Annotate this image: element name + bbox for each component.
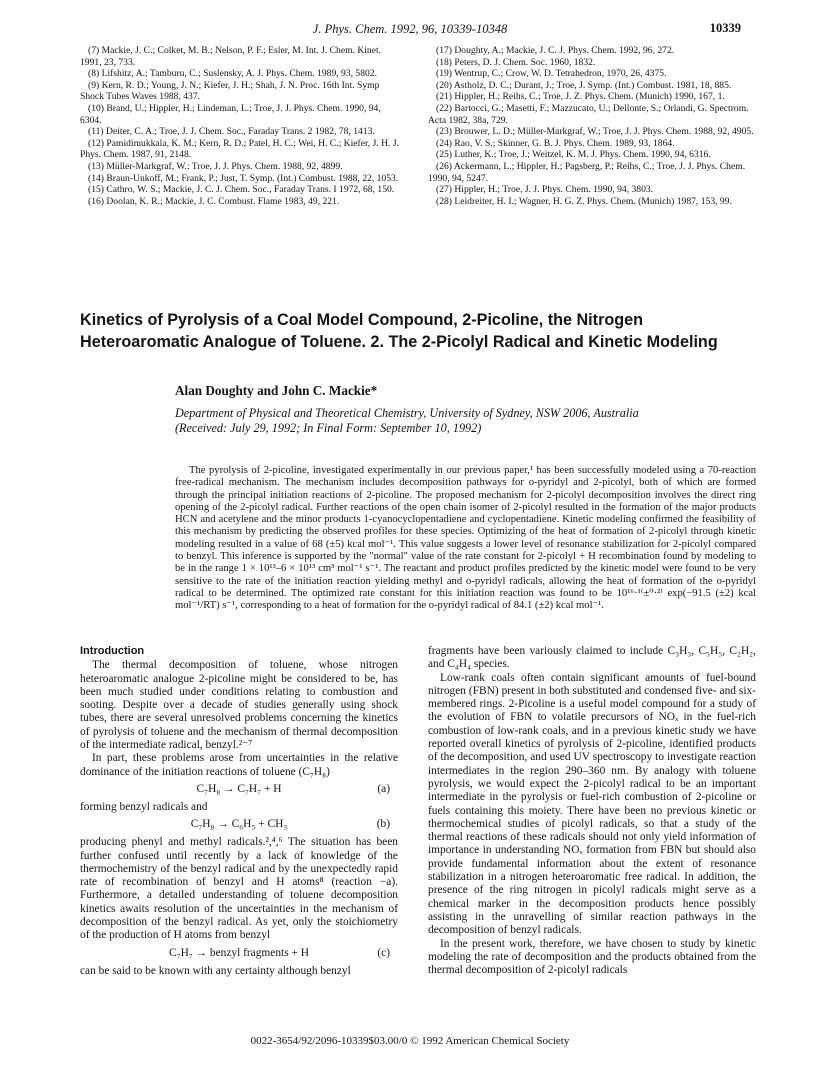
reference-item: (27) Hippler, H.; Troe, J. J. Phys. Chem. 1990, 94, 3803.: [436, 184, 654, 196]
equation-b: [80, 814, 398, 836]
equation-label: (c): [377, 946, 390, 959]
reference-item: (28) Leidreiter, H. I.; Wagner, H. G. Z. Phys. Chem. (Munich) 1987, 153, 99.: [436, 195, 732, 207]
reference-item: (13) Müller-Markgraf, W.; Troe, J. J. Phys. Chem. 1988, 92, 4899.: [88, 160, 343, 172]
author-list: Alan Doughty and John C. Mackie*: [175, 383, 378, 398]
reference-item: (11) Deiter, C. A.; Troe, J. J. Chem. Soc., Faraday Trans. 2 1982, 78, 1413.: [88, 126, 375, 138]
paragraph: fragments have been variously claimed to include C₃H₃, C₅H₅, C₂H₂, and C₄H₄ species.: [428, 645, 756, 671]
equation-label: (a): [377, 782, 390, 795]
reference-item: (10) Brand, U.; Hippler, H.; Lindeman, L.; Troe, J. J. Phys. Chem. 1990, 94, 6304.: [80, 102, 381, 126]
references-right-column: [428, 45, 754, 207]
paragraph: In the present work, therefore, we have chosen to study by kinetic modeling the rate of decomposition and the products obtained from the thermal decomposition of 2-picolyl radicals: [428, 937, 756, 977]
reference-item: (15) Cathro, W. S.; Mackie, J. C. J. Chem. Soc., Faraday Trans. I 1972, 68, 150.: [88, 184, 395, 196]
equation-expression: C₇H₇ → benzyl fragments + H: [169, 946, 309, 959]
equation-label: (b): [376, 818, 390, 831]
equation-a: [80, 779, 398, 801]
reference-item: (16) Doolan, K. R.; Mackie, J. C. Combust. Flame 1983, 49, 221.: [88, 195, 340, 207]
paragraph: Low-rank coals often contain significant amounts of fuel-bound nitrogen (FBN) present in both substituted and condensed five- and six-membered rings. 2-Picoline is a useful model compound for a study of the evolution of FBN to volatile precursors of NOₓ in the fuel-rich combustion of low-rank coals, and in a previous kinetic study we have reported overall kinetics of pyrolysis of 2-picoline, identified products of the decomposition, and used UV spectroscopy to investigate reaction intermediates in the region 290–360 nm. By analogy with toluene pyrolysis, we would expect the 2-picolyl radical to be an important intermediate in the pyrolysis or fuel-rich combustion of 2-picoline or fuels containing this moiety. There have been no previous kinetic or thermochemical studies of picolyl radicals, so that a study of the thermal reactions of these radicals should not only yield information of importance in understanding NOₓ formation from FBN but should also provide fundamental information about the extent of resonance stabilization in a nitrogen heteroaromatic free radical. In addition, the presence of the ring nitrogen in picolyl radicals might serve as a chemical marker in the decomposition products hence possibly assisting in the unravelling of similar reaction pathways in the decomposition of benzyl radicals.: [428, 671, 756, 937]
reference-item: (22) Bartocci, G.; Masetti, F.; Mazzucato, U.; Dellonte, S.; Orlandi, G. Spectrom. Acta 1982, 38a, 729.: [428, 102, 749, 126]
reference-item: (9) Kern, R. D.; Young, J. N.; Kiefer, J. H.; Shah, J. N. Proc. 16th Int. Symp Shock Tubes Waves 1988, 437.: [80, 79, 380, 103]
reference-item: (17) Doughty, A.; Mackie, J. C. J. Phys. Chem. 1992, 96, 272.: [436, 45, 675, 56]
reference-item: (8) Lifshitz, A.; Tamburu, C.; Suslensky, A. J. Phys. Chem. 1989, 93, 5802.: [88, 68, 378, 80]
reference-item: (21) Hippler, H.; Reihs, C.; Troe, J. Z. Phys. Chem. (Munich) 1990, 167, 1.: [436, 91, 725, 103]
affiliation: Department of Physical and Theoretical Chemistry, University of Sydney, NSW 2006, Australia: [175, 406, 639, 420]
body-left-column: [80, 645, 398, 978]
reference-item: (7) Mackie, J. C.; Colket, M. B.; Nelson, P. F.; Esler, M. Int. J. Chem. Kinet. 1991, 23, 733.: [80, 45, 382, 68]
equation-expression: C₇H₈ → C₇H₇ + H: [196, 782, 282, 795]
page-footer: 0022-3654/92/2096-10339$03.00/0 © 1992 American Chemical Society: [250, 1035, 570, 1047]
paragraph: The thermal decomposition of toluene, whose nitrogen heteroaromatic analogue 2-picoline might be considered to be, has been much studied under conditions relating to combustion and sooting. Despite over a decade of studies generally using shock tubes, there are several unresolved problems concerning the kinetics of pyrolysis of toluene and the mechanism of thermal decomposition of the intermediate radical, benzyl.²⁻⁷: [80, 659, 398, 752]
reference-item: (23) Brouwer, L. D.; Müller-Markgraf, W.; Troe, J. J. Phys. Chem. 1988, 92, 4905.: [436, 126, 754, 138]
page-number: 10339: [709, 21, 741, 35]
abstract: The pyrolysis of 2-picoline, investigated experimentally in our previous paper,¹ has been successfully modeled using a 70-reaction free-radical mechanism. The mechanism includes decomposition pathways for o-pyridyl and 2-picolyl, both of which are formed through the principal initiation reactions of 2-picoline. The proposed mechanism for 2-picolyl decomposition involves the direct ring opening of the 2-picolyl radical. Further reactions of the open chain isomer of 2-picolyl resulted in the formation of the major products HCN and acetylene and the minor products 1-cyanocyclopentadiene and cyclopentadiene. Kinetic modeling confirmed the feasibility of this mechanism by predicting the observed profiles for these species. Optimizing of the heat of formation of 2-picolyl through kinetic modeling resulted in a value of 68 (±5) kcal mol⁻¹. This value suggests a lower level of resonance stabilization for 2-picolyl compared to benzyl. This inference is supported by the "normal" value of the rate constant for 2-picolyl + H recombination found by modeling to be in the range 1 × 10¹³–6 × 10¹³ cm³ mol⁻¹ s⁻¹. The reactant and product profiles predicted by the kinetic model were found to be very sensitive to the rate of the initiation reaction yielding methyl and o-pyridyl radicals, allowing the heat of formation of the o-pyridyl radical to be determined. The optimized rate constant for this initiation reaction was found to be 10¹⁶·¹⁽±⁰·²⁾ exp(−91.5 (±2) kcal mol⁻¹/RT) s⁻¹, corresponding to a heat of formation for the o-pyridyl radical of 84.1 (±2) kcal mol⁻¹.: [175, 465, 756, 612]
article-title: Kinetics of Pyrolysis of a Coal Model Compound, 2-Picoline, the Nitrogen Heteroaromatic Analogue of Toluene. 2. The 2-Picolyl Radical and Kinetic Modeling: [80, 311, 718, 351]
references-left-column: [80, 45, 402, 207]
equation-expression: C₇H₈ → C₆H₅ + CH₃: [190, 818, 288, 831]
paragraph: can be said to be known with any certainty although benzyl: [80, 964, 351, 977]
reference-item: (20) Astholz, D. C.; Durant, J.; Troe, J. Symp. (Int.) Combust. 1981, 18, 885.: [436, 79, 732, 91]
reference-item: (19) Wentrup, C.; Crow, W. D. Tetrahedron, 1970, 26, 4375.: [436, 68, 667, 80]
paragraph: producing phenyl and methyl radicals.²,⁴,⁶ The situation has been further confused until recently by a lack of knowledge of the thermochemistry of the benzyl radical and by the unexpectedly rapid rate of recombination of benzyl and H atoms⁸ (reaction −a). Furthermore, a detailed understanding of toluene decomposition kinetics awaits resolution of the uncertainties in the mechanism of decomposition of the benzyl radical. As yet, only the stoichiometry of the production of H atoms from benzyl: [80, 836, 398, 942]
reference-item: (25) Luther, K.; Troe, J.; Weitzel, K. M. J. Phys. Chem. 1990, 94, 6316.: [436, 149, 711, 161]
reference-item: (18) Peters, D. J. Chem. Soc. 1960, 1832.: [436, 56, 596, 68]
reference-item: (24) Rao, V. S.; Skinner, G. B. J. Phys. Chem. 1989, 93, 1864.: [436, 137, 675, 149]
section-heading: Introduction: [80, 645, 145, 657]
journal-citation: J. Phys. Chem. 1992, 96, 10339-10348: [312, 22, 508, 36]
paragraph: In part, these problems arose from uncertainties in the relative dominance of the initiation reactions of toluene (C₇H₈): [80, 752, 398, 778]
reference-item: (26) Ackermann, L.; Hippler, H.; Pagsberg, P.; Reihs, C.; Troe, J. J. Phys. Chem. 1990, 94, 5247.: [428, 160, 746, 184]
paragraph: forming benzyl radicals and: [80, 800, 208, 813]
body-right-column: [428, 645, 756, 977]
equation-c: [80, 943, 398, 965]
affiliation-block: [175, 406, 735, 435]
reference-item: (14) Braun-Unkoff, M.; Frank, P.; Just, T. Symp. (Int.) Combust. 1988, 22, 1053.: [88, 172, 399, 184]
received-dates: (Received: July 29, 1992; In Final Form: September 10, 1992): [175, 420, 482, 435]
reference-item: (12) Pamidimukkala, K. M.; Kern, R. D.; Patel, H. C.; Wei, H. C.; Kiefer, J. H. J. Phys. Chem. 1987, 91, 2148.: [80, 137, 399, 161]
